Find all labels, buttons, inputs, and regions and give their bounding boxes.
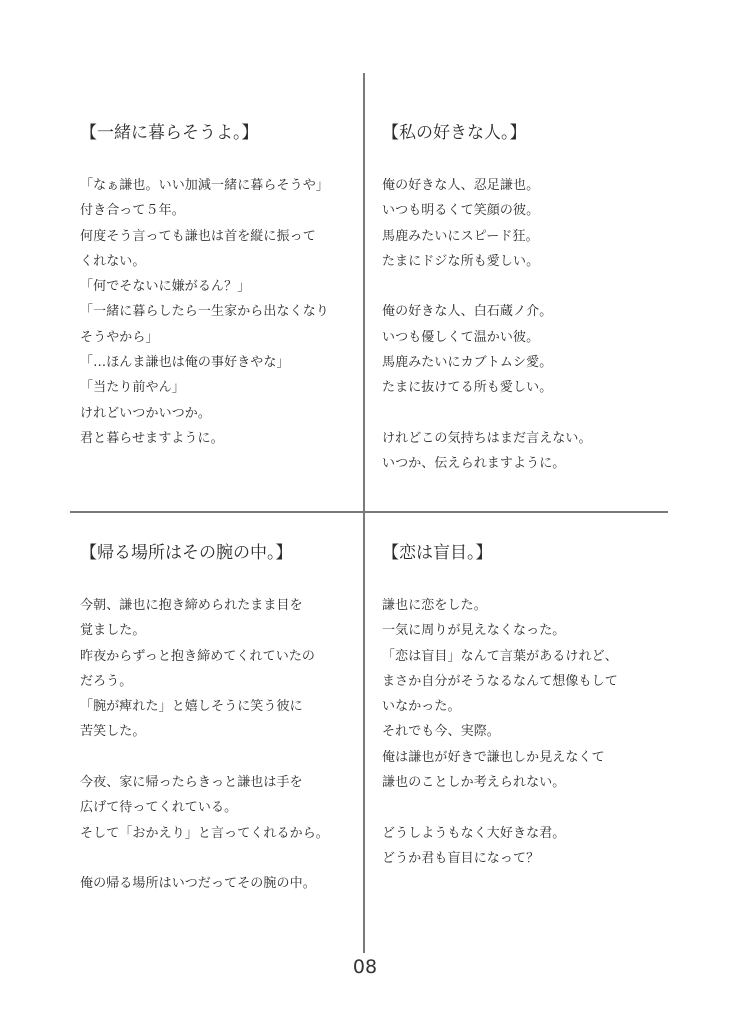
text-line: 「恋は盲目」なんて言葉があるけれど、 [382,648,618,664]
text-line: いつか、伝えられますように。 [382,456,566,472]
blank-line [382,795,652,820]
text-line: まさか自分がそうなるなんて想像もして [382,673,618,689]
section-2 [382,120,652,477]
text-line: 今朝、謙也に抱き締められたまま目を [80,598,303,613]
section-body [382,593,652,871]
text-line: どうしようもなく大好きな君。 [382,825,566,841]
text-line: 俺の好きな人、忍足謙也。 [382,178,540,193]
text-line: それでも今、実際。 [382,724,500,740]
text-line: いなかった。 [382,699,461,715]
section-4 [382,540,652,871]
text-line: 一気に周りが見えなくなった。 [382,623,566,639]
section-body [382,173,652,477]
text-line: 「腕が痺れた」と嬉しそうに笑う彼に [80,699,303,715]
blank-line [382,274,652,299]
text-line: 今夜、家に帰ったらきっと謙也は手を [80,775,303,791]
text-line: 謙也のことしか考えられない。 [382,775,566,791]
section-3 [80,540,350,897]
text-line: 馬鹿みたいにカブトムシ愛。 [382,355,553,371]
text-line: 俺の帰る場所はいつだってその腕の中。 [80,876,316,892]
text-line: 馬鹿みたいにスピード狂。 [382,228,539,244]
text-line: 「何でそないに嫌がるん？」 [80,279,251,295]
text-line: たまにドジな所も愛しい。 [382,253,540,269]
text-line: くれない。 [80,253,146,269]
text-line: 広げて待ってくれている。 [80,800,238,816]
blank-line [382,401,652,426]
text-line: 俺の好きな人、白石蔵ノ介。 [382,304,553,320]
text-line: どうか君も盲目になって？ [382,850,540,866]
text-line: たまに抜けてる所も愛しい。 [382,380,553,396]
text-line: 俺は謙也が好きで謙也しか見えなくて [382,749,605,765]
section-title: 【恋は盲目。】 [382,543,493,563]
text-line: だろう。 [80,673,133,689]
text-line: そして「おかえり」と言ってくれるから。 [80,825,329,841]
section-body [80,593,350,897]
text-line: いつも明るくて笑顔の彼。 [382,203,540,219]
vertical-divider [363,73,365,953]
text-line: 君と暮らせますように。 [80,430,224,446]
text-line: そうやから」 [80,329,159,345]
horizontal-divider [70,511,668,513]
text-line: 昨夜からずっと抱き締めてくれていたの [80,648,316,664]
blank-line [80,745,350,770]
text-line: 何度そう言っても謙也は首を縦に振って [80,228,316,244]
section-title: 【私の好きな人。】 [382,123,527,143]
section-1 [80,120,350,451]
text-line: 付き合って５年。 [80,203,185,219]
text-line: 覚ました。 [80,623,146,639]
page-number: 08 [352,956,378,978]
section-title: 【帰る場所はその腕の中。】 [80,543,293,563]
text-line: 「なぁ謙也。いい加減一緒に暮らそうや」 [80,178,329,193]
text-line: 「…ほんま謙也は俺の事好きやな」 [80,355,290,371]
section-body [80,173,350,451]
blank-line [80,846,350,871]
text-line: 苦笑した。 [80,724,146,740]
text-line: いつも優しくて温かい彼。 [382,329,540,345]
text-line: けれどこの気持ちはまだ言えない。 [382,430,592,446]
section-title: 【一緒に暮らそうよ。】 [80,123,259,143]
text-line: 「当たり前やん」 [80,380,185,396]
text-line: けれどいつかいつか。 [80,405,212,421]
text-line: 「一緒に暮らしたら一生家から出なくなり [80,304,329,320]
text-line: 謙也に恋をした。 [382,598,487,613]
